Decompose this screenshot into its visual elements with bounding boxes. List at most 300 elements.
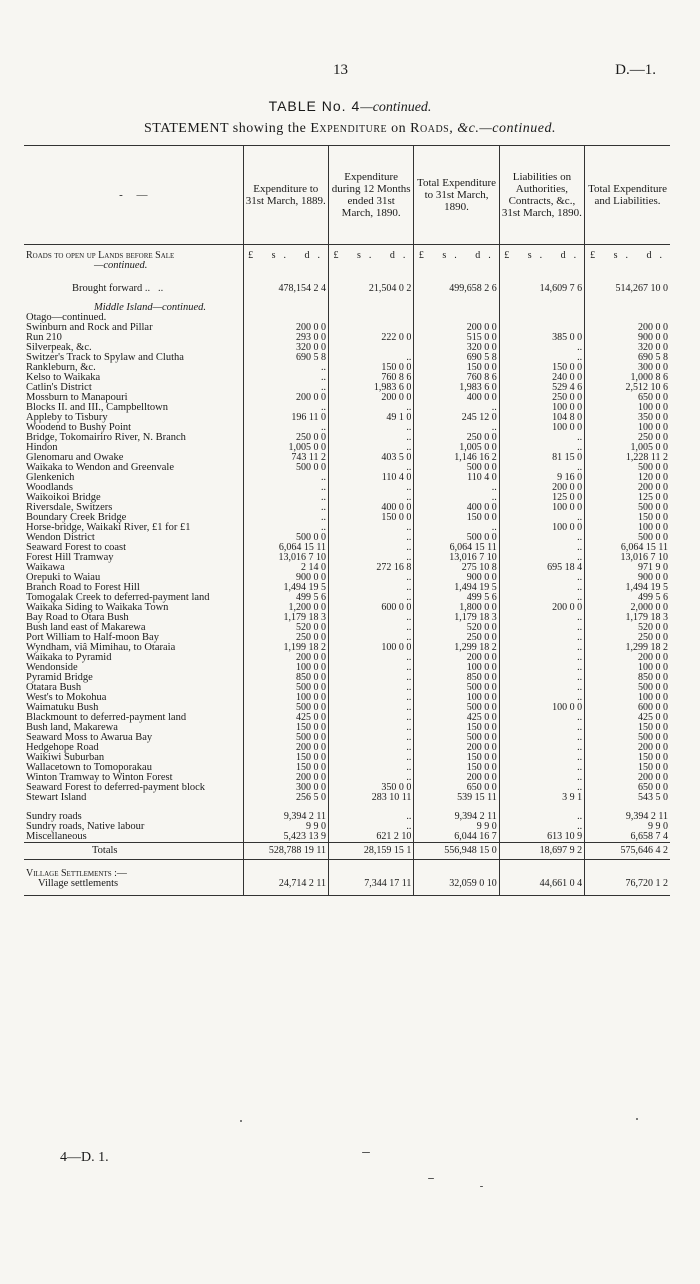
table-row	[24, 743, 670, 753]
table-row	[24, 643, 670, 653]
amount-cell: 350 0 0	[638, 412, 668, 423]
row-label: Sundry roads	[26, 811, 82, 822]
table-row	[24, 733, 670, 743]
amount-cell: ..	[406, 652, 412, 663]
amount-cell: ..	[406, 742, 412, 753]
row-label: Boundary Creek Bridge	[26, 512, 127, 523]
amount-cell: 200 0 0	[466, 652, 497, 663]
amount-cell: 200 0 0	[638, 322, 668, 333]
amount-cell: 100 0 0	[466, 692, 497, 703]
amount-cell: ..	[577, 582, 583, 593]
amount-cell: 150 0 0	[638, 722, 668, 733]
units-col-3: £ s. d.	[418, 250, 499, 261]
table-row	[24, 793, 670, 803]
subsection-cell	[24, 303, 243, 323]
table-row	[24, 713, 670, 723]
amount-cell: ..	[577, 782, 583, 793]
amount-cell: 320 0 0	[638, 342, 668, 353]
amount-cell: 621 2 10	[376, 831, 412, 842]
amount-cell: ..	[406, 772, 412, 783]
amount-cell: 100 0 0	[466, 662, 497, 673]
amount-cell: 100 0 0	[638, 662, 668, 673]
amount-cell: ..	[406, 532, 412, 543]
amount-cell: 9,394 2 11	[454, 811, 497, 822]
amount-cell: ..	[320, 372, 326, 383]
amount-cell: ..	[577, 632, 583, 643]
amount-cell: ..	[577, 772, 583, 783]
amount-cell: 150 0 0	[552, 362, 583, 373]
amount-cell: 499 5 6	[466, 592, 497, 603]
scan-speck	[428, 1178, 434, 1179]
amount-cell: 150 0 0	[295, 752, 326, 763]
amount-cell: 600 0 0	[638, 702, 668, 713]
amount-cell: 1,000 8 6	[630, 372, 668, 383]
table-title-suffix: —continued.	[360, 100, 432, 115]
village-label: Village settlements	[38, 878, 119, 889]
row-label: Riversdale, Switzers	[26, 502, 113, 513]
amount-cell: 200 0 0	[295, 392, 326, 403]
amount-cell: 500 0 0	[295, 462, 326, 473]
amount-cell: 200 0 0	[295, 322, 326, 333]
row-label: Waikaka to Pyramid	[26, 652, 112, 663]
table-row	[24, 663, 670, 673]
amount-cell: 100 0 0	[552, 702, 583, 713]
row-label: Wendon District	[26, 532, 95, 543]
amount-cell: 1,983 6 0	[459, 382, 497, 393]
amount-cell: ..	[406, 482, 412, 493]
table-body	[24, 245, 670, 896]
document-code: D.—1.	[615, 62, 656, 78]
amount-cell: ..	[320, 482, 326, 493]
amount-cell: 9,394 2 11	[625, 811, 668, 822]
amount-cell: 760 8 6	[381, 372, 412, 383]
amount-cell: 100 0 0	[552, 502, 583, 513]
row-label: Hedgehope Road	[26, 742, 99, 753]
amount-cell: 150 0 0	[295, 762, 326, 773]
amount-cell: 650 0 0	[638, 392, 668, 403]
row-label: Woodend to Bushy Point	[26, 422, 132, 433]
amount-cell: 500 0 0	[295, 532, 326, 543]
table-title-main: TABLE No. 4	[268, 98, 361, 114]
row-label: Glenkenich	[26, 472, 75, 483]
statement-title	[0, 121, 700, 137]
row-label: Rankleburn, &c.	[26, 362, 96, 373]
amount-cell: 300 0 0	[638, 362, 668, 373]
table-title	[0, 98, 700, 116]
amount-cell: 150 0 0	[381, 512, 412, 523]
amount-cell: 500 0 0	[295, 732, 326, 743]
totals-cell: 18,697 9 2	[499, 843, 584, 860]
amount-cell: 850 0 0	[466, 672, 497, 683]
amount-cell: 275 10 8	[461, 562, 497, 573]
amount-cell: 1,494 19 5	[283, 582, 326, 593]
amount-cell: ..	[577, 742, 583, 753]
amount-cell: ..	[406, 762, 412, 773]
amount-cell: 500 0 0	[295, 702, 326, 713]
units-col-5: £ s. d.	[590, 250, 670, 261]
amount-cell: 240 0 0	[552, 372, 583, 383]
amount-cell: 320 0 0	[295, 342, 326, 353]
amount-cell: 500 0 0	[466, 462, 497, 473]
amount-cell: ..	[320, 502, 326, 513]
amount-cell: ..	[320, 382, 326, 393]
statement-sc1: Expenditure	[310, 121, 388, 136]
village-cell: 76,720 1 2	[625, 878, 668, 889]
amount-cell: 600 0 0	[381, 602, 412, 613]
totals-cell: 528,788 19 11	[243, 843, 328, 860]
amount-cell: 500 0 0	[638, 502, 668, 513]
amount-cell: ..	[406, 582, 412, 593]
totals-cell: 28,159 15 1	[328, 843, 413, 860]
amount-cell: 2 14 0	[300, 562, 326, 573]
amount-cell: 520 0 0	[638, 622, 668, 633]
amount-cell: 13,016 7 10	[620, 552, 668, 563]
table-row	[24, 333, 670, 343]
amount-cell: 250 0 0	[638, 432, 668, 443]
amount-cell: 250 0 0	[466, 632, 497, 643]
statement-sc2: Roads	[410, 121, 450, 136]
amount-cell: 500 0 0	[638, 732, 668, 743]
row-label: Hindon	[26, 442, 58, 453]
amount-cell: 900 0 0	[638, 332, 668, 343]
amount-cell: 6,064 15 11	[449, 542, 497, 553]
amount-cell: 425 0 0	[466, 712, 497, 723]
amount-cell: ..	[406, 732, 412, 743]
row-label: Blocks II. and III., Campbelltown	[26, 402, 169, 413]
amount-cell: 200 0 0	[638, 652, 668, 663]
table-row	[24, 543, 670, 553]
amount-cell: 543 5 0	[638, 792, 668, 803]
amount-cell: 1,494 19 5	[625, 582, 668, 593]
amount-cell: 200 0 0	[381, 392, 412, 403]
amount-cell: 150 0 0	[638, 762, 668, 773]
amount-cell: ..	[491, 482, 497, 493]
totals-cell: 556,948 15 0	[414, 843, 499, 860]
amount-cell: 2,512 10 6	[625, 382, 668, 393]
amount-cell: 250 0 0	[552, 392, 583, 403]
amount-cell: 245 12 0	[461, 412, 497, 423]
amount-cell: 1,179 18 3	[283, 612, 326, 623]
row-label: Bush land, Makarewa	[26, 722, 118, 733]
row-label: Bush land east of Makarewa	[26, 622, 146, 633]
amount-cell: ..	[406, 352, 412, 363]
row-label: Seaward Forest to coast	[26, 542, 127, 553]
row-label: Waikiwi Suburban	[26, 752, 105, 763]
amount-cell: 300 0 0	[295, 782, 326, 793]
amount-cell: 690 5 8	[295, 352, 326, 363]
amount-cell: 9 9 0	[305, 821, 326, 832]
amount-cell: ..	[577, 512, 583, 523]
amount-cell: 110 4 0	[381, 472, 412, 483]
amount-cell: ..	[491, 402, 497, 413]
row-label: Bay Road to Otara Bush	[26, 612, 129, 623]
row-label: Pyramid Bridge	[26, 672, 93, 683]
amount-cell: ..	[406, 612, 412, 623]
amount-cell: ..	[406, 592, 412, 603]
row-label: Mossburn to Manapouri	[26, 392, 128, 403]
village-cell: 7,344 17 11	[364, 878, 412, 889]
amount-cell: 515 0 0	[466, 332, 497, 343]
amount-cell: ..	[577, 672, 583, 683]
expenditure-table	[24, 145, 670, 896]
amount-cell: 125 0 0	[638, 492, 668, 503]
amount-cell: ..	[577, 652, 583, 663]
row-label: Run 210	[26, 332, 62, 343]
amount-cell: 1,146 16 2	[454, 452, 497, 463]
amount-cell: 9 9 0	[476, 821, 497, 832]
amount-cell: 200 0 0	[638, 742, 668, 753]
row-label: Bridge, Tokomairiro River, N. Branch	[26, 432, 186, 443]
amount-cell: 125 0 0	[552, 492, 583, 503]
subsection-row	[24, 303, 670, 323]
amount-cell: 9,394 2 11	[283, 811, 326, 822]
row-label: Waikoikoi Bridge	[26, 492, 101, 503]
footer-code: 4—D. 1.	[60, 1150, 109, 1165]
row-label: Otatara Bush	[26, 682, 82, 693]
table-row	[24, 673, 670, 683]
units-col-1: £ s. d.	[248, 250, 328, 261]
amount-cell: 9 16 0	[557, 472, 583, 483]
amount-cell: 1,199 18 2	[283, 642, 326, 653]
amount-cell: ..	[406, 682, 412, 693]
amount-cell: 690 5 8	[638, 352, 668, 363]
amount-cell: 6,658 7 4	[630, 831, 668, 842]
amount-cell: 49 1 0	[386, 412, 412, 423]
row-label: Wyndham, viâ Mimihau, to Otaraia	[26, 642, 176, 653]
amount-cell: 900 0 0	[638, 572, 668, 583]
row-label: Winton Tramway to Winton Forest	[26, 772, 173, 783]
amount-cell: 200 0 0	[466, 742, 497, 753]
amount-cell: ..	[406, 722, 412, 733]
row-label: Waikaka Siding to Waikaka Town	[26, 602, 169, 613]
amount-cell: ..	[406, 662, 412, 673]
amount-cell: 250 0 0	[466, 432, 497, 443]
section-title: Roads to open up Lands before Sale	[26, 250, 175, 261]
amount-cell: 850 0 0	[638, 672, 668, 683]
amount-cell: 690 5 8	[466, 352, 497, 363]
amount-cell: ..	[491, 522, 497, 533]
header-desc: - —	[24, 146, 243, 245]
row-label: Tomogalak Creek to deferred-payment land	[26, 592, 210, 603]
scan-speck	[362, 1152, 370, 1153]
amount-cell: ..	[406, 552, 412, 563]
units-row	[24, 245, 670, 276]
amount-cell: 13,016 7 10	[278, 552, 326, 563]
amount-cell: 385 0 0	[552, 332, 583, 343]
amount-cell: ..	[577, 592, 583, 603]
row-label: Swinburn and Rock and Pillar	[26, 322, 153, 333]
amount-cell: 150 0 0	[466, 762, 497, 773]
amount-cell: 256 5 0	[295, 792, 326, 803]
amount-cell: 900 0 0	[466, 572, 497, 583]
bf-col-5: 514,267 10 0	[615, 283, 668, 294]
amount-cell: ..	[406, 432, 412, 443]
amount-cell: ..	[577, 442, 583, 453]
amount-cell: 250 0 0	[638, 632, 668, 643]
amount-cell: 500 0 0	[466, 702, 497, 713]
amount-cell: 120 0 0	[638, 472, 668, 483]
amount-cell: ..	[577, 352, 583, 363]
amount-cell: 500 0 0	[638, 682, 668, 693]
row-label: Kelso to Waikaka	[26, 372, 101, 383]
amount-cell: ..	[577, 542, 583, 553]
amount-cell: 222 0 0	[381, 332, 412, 343]
amount-cell: 9 9 0	[648, 821, 668, 832]
amount-cell: 500 0 0	[466, 682, 497, 693]
amount-cell: 3 9 1	[562, 792, 583, 803]
row-label: Blackmount to deferred-payment land	[26, 712, 187, 723]
amount-cell: ..	[577, 552, 583, 563]
row-label: Switzer's Track to Spylaw and Clutha	[26, 352, 184, 363]
row-label: Silverpeak, &c.	[26, 342, 92, 353]
table-row	[24, 683, 670, 693]
totals-label: Totals	[24, 843, 243, 860]
amount-cell: 272 16 8	[376, 562, 412, 573]
amount-cell: 200 0 0	[552, 602, 583, 613]
amount-cell: 1,179 18 3	[454, 612, 497, 623]
amount-cell: 1,983 6 0	[373, 382, 412, 393]
amount-cell: 100 0 0	[638, 422, 668, 433]
amount-cell: 200 0 0	[295, 772, 326, 783]
amount-cell: ..	[577, 752, 583, 763]
header-col-5: Total Expenditure and Liabilities.	[585, 146, 670, 245]
amount-cell: 150 0 0	[466, 752, 497, 763]
row-label: Catlin's District	[26, 382, 92, 393]
amount-cell: 100 0 0	[295, 662, 326, 673]
amount-cell: 110 4 0	[467, 472, 497, 483]
amount-cell: 400 0 0	[381, 502, 412, 513]
amount-cell	[328, 343, 413, 353]
amount-cell: 13,016 7 10	[449, 552, 497, 563]
amount-cell: 1,494 19 5	[454, 582, 497, 593]
amount-cell: 650 0 0	[638, 782, 668, 793]
header-col-1: Expenditure to 31st March, 1889.	[243, 146, 328, 245]
amount-cell: 400 0 0	[466, 392, 497, 403]
amount-cell: 150 0 0	[466, 722, 497, 733]
amount-cell: ..	[577, 762, 583, 773]
amount-cell: 104 8 0	[552, 412, 583, 423]
amount-cell: 100 0 0	[552, 522, 583, 533]
scan-speck	[240, 1120, 242, 1122]
table-row	[24, 653, 670, 663]
brought-forward-row	[24, 284, 670, 294]
amount-cell: 150 0 0	[295, 722, 326, 733]
amount-cell: 499 5 6	[295, 592, 326, 603]
table-row	[24, 832, 670, 843]
amount-cell: 613 10 9	[547, 831, 583, 842]
row-label: Stewart Island	[26, 792, 87, 803]
row-label: Sundry roads, Native labour	[26, 821, 145, 832]
amount-cell: 500 0 0	[295, 682, 326, 693]
amount-cell: 250 0 0	[295, 432, 326, 443]
amount-cell: 150 0 0	[638, 512, 668, 523]
amount-cell: 100 0 0	[638, 522, 668, 533]
amount-cell: 695 18 4	[547, 562, 583, 573]
amount-cell: 900 0 0	[295, 572, 326, 583]
amount-cell: 1,800 0 0	[459, 602, 497, 613]
amount-cell: 200 0 0	[638, 482, 668, 493]
amount-cell: 200 0 0	[295, 652, 326, 663]
totals-row	[24, 843, 670, 860]
amount-cell: ..	[406, 522, 412, 533]
amount-cell: ..	[577, 462, 583, 473]
units-col-4: £ s. d.	[504, 250, 585, 261]
section-title-cell	[24, 245, 243, 276]
row-label: Orepuki to Waiau	[26, 572, 101, 583]
amount-cell: ..	[577, 342, 583, 353]
amount-cell: 1,005 0 0	[288, 442, 326, 453]
row-label: Forest Hill Tramway	[26, 552, 114, 563]
row-label: Wallacetown to Tomoporakau	[26, 762, 152, 773]
amount-cell: 971 9 0	[638, 562, 668, 573]
amount-cell: 1,299 18 2	[625, 642, 668, 653]
amount-cell: 650 0 0	[466, 782, 497, 793]
province-heading: Otago—continued.	[26, 312, 107, 323]
amount-cell: ..	[577, 821, 583, 832]
amount-cell: ..	[577, 722, 583, 733]
units-col-2: £ s. d.	[333, 250, 414, 261]
amount-cell: ..	[320, 492, 326, 503]
amount-cell: 200 0 0	[552, 482, 583, 493]
row-label: Port William to Half-moon Bay	[26, 632, 159, 643]
amount-cell: ..	[577, 682, 583, 693]
amount-cell: 100 0 0	[638, 692, 668, 703]
table-row	[24, 563, 670, 573]
amount-cell: 350 0 0	[381, 782, 412, 793]
amount-cell: ..	[577, 811, 583, 822]
statement-mid: on	[387, 121, 411, 136]
amount-cell: ..	[406, 692, 412, 703]
brought-forward-label: Brought forward .. ..	[72, 283, 164, 294]
amount-cell: 150 0 0	[638, 752, 668, 763]
amount-cell: 1,005 0 0	[630, 442, 668, 453]
amount-cell: 200 0 0	[638, 772, 668, 783]
row-label: West's to Mokohua	[26, 692, 107, 703]
amount-cell: 100 0 0	[552, 422, 583, 433]
row-label: Branch Road to Forest Hill	[26, 582, 140, 593]
amount-cell: ..	[406, 622, 412, 633]
amount-cell: ..	[491, 492, 497, 503]
row-label: Waimatuku Bush	[26, 702, 99, 713]
amount-cell: 200 0 0	[295, 742, 326, 753]
row-label: Waikaka to Wendon and Greenvale	[26, 462, 174, 473]
amount-cell: ..	[406, 492, 412, 503]
amount-cell: ..	[320, 362, 326, 373]
totals-cell: 575,646 4 2	[585, 843, 670, 860]
row-label: Woodlands	[26, 482, 73, 493]
amount-cell: 1,005 0 0	[459, 442, 497, 453]
amount-cell: 100 0 0	[381, 642, 412, 653]
header-col-4: Liabilities on Authorities, Contracts, &c., 31st March, 1890.	[499, 146, 584, 245]
village-heading: Village Settlements :—	[26, 868, 127, 879]
amount-cell: 200 0 0	[466, 772, 497, 783]
row-label: Appleby to Tisbury	[26, 412, 108, 423]
amount-cell: ..	[406, 442, 412, 453]
amount-cell: 400 0 0	[466, 502, 497, 513]
amount-cell: 539 15 11	[457, 792, 497, 803]
amount-cell: 81 15 0	[552, 452, 583, 463]
row-label: Seaward Moss to Awarua Bay	[26, 732, 153, 743]
amount-cell: ..	[577, 432, 583, 443]
amount-cell: ..	[320, 522, 326, 533]
row-label: Glenomaru and Owake	[26, 452, 124, 463]
amount-cell: 500 0 0	[638, 532, 668, 543]
amount-cell: ..	[577, 732, 583, 743]
amount-cell: 520 0 0	[295, 622, 326, 633]
amount-cell: ..	[577, 532, 583, 543]
amount-cell: 100 0 0	[638, 402, 668, 413]
amount-cell: 150 0 0	[466, 512, 497, 523]
